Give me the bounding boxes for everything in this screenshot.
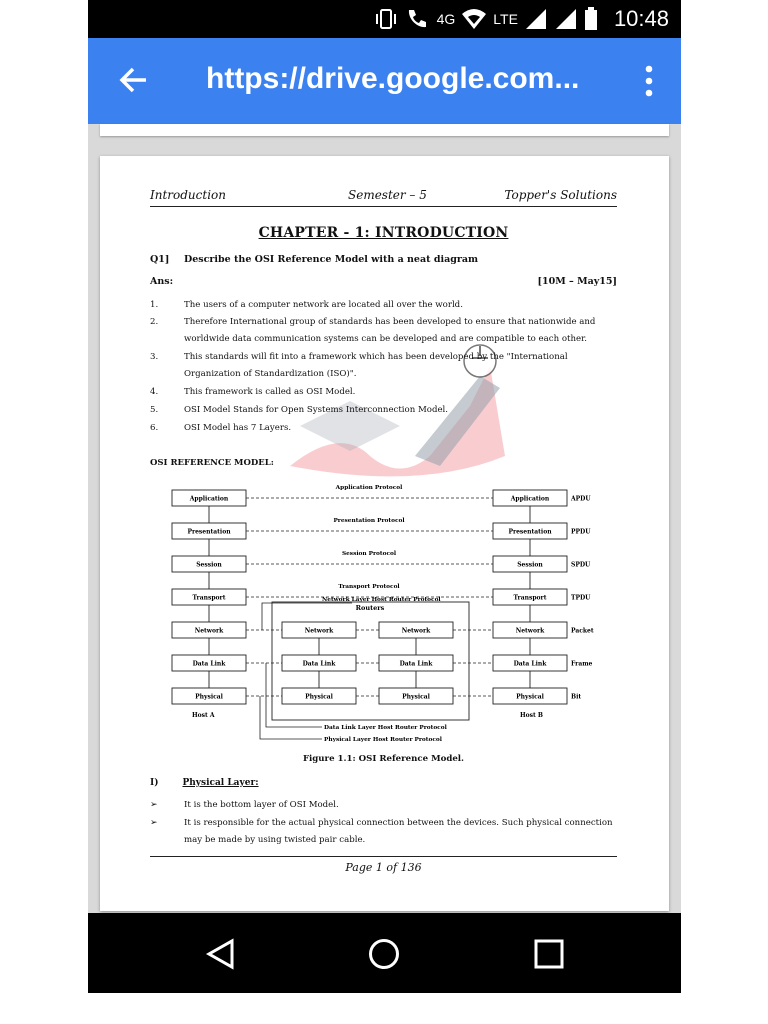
wifi-calling-icon [405,7,431,31]
bullet-arrow-icon: ➢ [150,818,158,828]
host-b-layer-label: Application [510,495,550,503]
pdu-label: TPDU [571,594,591,602]
overflow-menu-icon[interactable] [639,64,659,98]
point-item [150,349,617,383]
protocol-label: Application Protocol [335,485,403,491]
osi-diagram [162,478,602,748]
host-b-layer-label: Data Link [513,660,547,668]
document-header [150,186,617,207]
point-item [150,314,617,348]
answer-marks: [10M – May15] [537,276,617,287]
navigation-bar [88,913,681,993]
point-item [150,297,617,314]
router-2-layer-label: Data Link [399,660,433,668]
host-a-layer-label: Transport [192,594,226,602]
vibrate-icon [373,8,399,30]
host-a-layer-label: Physical [195,693,223,701]
app-bar [88,38,681,124]
point-number: 2. [150,317,159,327]
router-1-layer-label: Network [304,627,334,635]
host-b-layer-label: Presentation [508,528,552,536]
pdu-label: PPDU [571,528,591,536]
nav-home-icon[interactable] [367,937,401,971]
router-1-layer-label: Data Link [302,660,336,668]
host-b-layer-label: Network [515,627,545,635]
point-text: OSI Model has 7 Layers. [184,423,292,433]
section-title: OSI REFERENCE MODEL: [150,458,274,468]
point-number: 6. [150,423,159,433]
network-type: 4G [436,11,456,27]
figure-caption: Figure 1.1: OSI Reference Model. [302,754,465,764]
answer-label: Ans: [150,276,174,287]
status-bar [88,0,681,38]
host-b-layer-label: Session [517,561,543,569]
clock: 10:48 [613,6,669,31]
subsection-title: Physical Layer: [182,778,259,788]
question-text: Describe the OSI Reference Model with a neat diagram [184,254,479,265]
router-1-layer-label: Physical [305,693,333,701]
subsection-number: I) [150,778,159,788]
chapter-title: CHAPTER - 1: INTRODUCTION [258,225,509,241]
point-text: The users of a computer network are located all over the world. [184,300,463,310]
pdu-label: Packet [571,627,594,635]
host-a-layer-label: Presentation [187,528,231,536]
host-a-layer-label: Network [194,627,224,635]
bullet-item [150,797,617,814]
point-item [150,384,617,401]
subsection-heading [150,778,259,788]
point-item [150,420,617,437]
lte-label: LTE [493,11,518,27]
bullet-text: It is responsible for the actual physical connection between the devices. Such physical connection may be made by using twisted pair cable. [184,818,613,845]
host-b-label: Host B [520,712,543,719]
bullet-text: It is the bottom layer of OSI Model. [184,800,339,810]
datalink-router-protocol-label: Data Link Layer Host Router Protocol [324,725,447,731]
point-number: 3. [150,352,159,362]
protocol-label: Session Protocol [341,551,397,557]
back-arrow-icon[interactable] [116,62,152,98]
header-center: Semester – 5 [348,188,427,202]
host-b-layer-label: Transport [513,594,547,602]
point-item [150,402,617,419]
page-footer: Page 1 of 136 [150,856,617,874]
phone-screen [88,0,681,993]
point-text: This framework is called as OSI Model. [184,387,356,397]
pdu-label: SPDU [571,561,591,569]
url-title[interactable]: https://drive.google.com... [206,62,580,95]
pdu-label: Bit [571,693,582,701]
previous-page-edge [100,124,669,136]
nav-recents-icon[interactable] [532,937,566,971]
physical-router-protocol-label: Physical Layer Host Router Protocol [324,737,442,743]
header-right: Topper's Solutions [504,188,617,202]
host-a-layer-label: Data Link [192,660,226,668]
pdu-label: Frame [571,660,593,668]
signal-2-icon [554,8,578,30]
question-number: Q1] [150,254,170,265]
point-text: OSI Model Stands for Open Systems Interconnection Model. [184,405,449,415]
host-a-label: Host A [192,712,215,719]
pdu-label: APDU [571,495,591,503]
point-text: This standards will fit into a framework which has been developed by the "International Organization of Standardization (ISO)". [184,352,568,379]
routers-label: Routers [355,604,385,612]
point-number: 1. [150,300,159,310]
answer-line [150,276,617,287]
protocol-label: Presentation Protocol [333,518,405,524]
host-a-layer-label: Session [196,561,222,569]
host-b-layer-label: Physical [516,693,544,701]
protocol-label: Transport Protocol [338,584,400,590]
document-viewer[interactable] [88,124,681,913]
signal-icon [524,8,548,30]
nav-back-icon[interactable] [204,937,238,971]
host-a-layer-label: Application [189,495,229,503]
point-number: 4. [150,387,159,397]
document-page [100,156,669,911]
bullet-item [150,815,617,849]
point-number: 5. [150,405,159,415]
network-router-protocol-label: Network Layer Host Router Protocol [322,597,441,603]
router-2-layer-label: Physical [402,693,430,701]
question [150,254,478,265]
header-left: Introduction [150,188,226,202]
router-2-layer-label: Network [401,627,431,635]
battery-icon [584,7,598,31]
wifi-icon [461,8,487,30]
bullet-arrow-icon: ➢ [150,800,158,810]
point-text: Therefore International group of standards has been developed to ensure that nationwide and worldwide data communication systems can be developed and are compatible to each other. [184,317,596,344]
